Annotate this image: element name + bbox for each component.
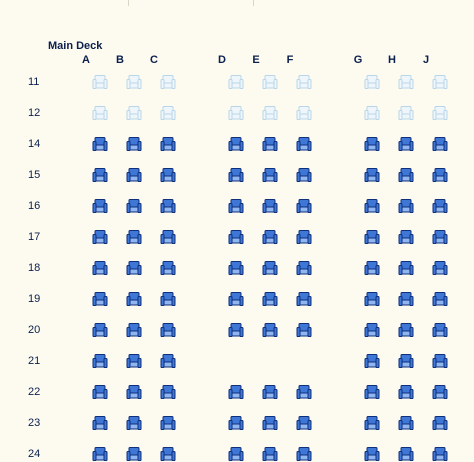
- row-label-16: 16: [28, 200, 41, 212]
- row-label-12: 12: [28, 107, 41, 119]
- seat-icon-11c: [160, 74, 176, 90]
- seat-icon-19j[interactable]: [432, 291, 448, 307]
- seat-icon-15j[interactable]: [432, 167, 448, 183]
- column-label-d: D: [218, 54, 226, 66]
- seat-icon-14d[interactable]: [228, 136, 244, 152]
- seat-icon-22b[interactable]: [126, 384, 142, 400]
- seat-icon-23j[interactable]: [432, 415, 448, 431]
- seat-icon-17c[interactable]: [160, 229, 176, 245]
- seat-icon-22e[interactable]: [262, 384, 278, 400]
- row-label-22: 22: [28, 386, 41, 398]
- seat-icon-18h[interactable]: [398, 260, 414, 276]
- seat-icon-20g[interactable]: [364, 322, 380, 338]
- seat-icon-12a: [92, 105, 108, 121]
- seat-icon-12g: [364, 105, 380, 121]
- seat-icon-12d: [228, 105, 244, 121]
- seat-icon-15a[interactable]: [92, 167, 108, 183]
- seat-icon-14c[interactable]: [160, 136, 176, 152]
- seat-icon-16c[interactable]: [160, 198, 176, 214]
- seat-icon-17h[interactable]: [398, 229, 414, 245]
- top-strip: [0, 0, 474, 8]
- seat-icon-21c[interactable]: [160, 353, 176, 369]
- seat-icon-22d[interactable]: [228, 384, 244, 400]
- seat-icon-18f[interactable]: [296, 260, 312, 276]
- column-label-e: E: [252, 54, 260, 66]
- seat-icon-19a[interactable]: [92, 291, 108, 307]
- seat-icon-11g: [364, 74, 380, 90]
- seat-icon-16f[interactable]: [296, 198, 312, 214]
- row-label-19: 19: [28, 293, 41, 305]
- seat-icon-23a[interactable]: [92, 415, 108, 431]
- seat-icon-17d[interactable]: [228, 229, 244, 245]
- seat-icon-12h: [398, 105, 414, 121]
- seat-icon-24c[interactable]: [160, 446, 176, 462]
- seat-icon-21a[interactable]: [92, 353, 108, 369]
- seat-icon-18d[interactable]: [228, 260, 244, 276]
- seat-icon-20b[interactable]: [126, 322, 142, 338]
- column-label-g: G: [353, 54, 363, 66]
- seat-icon-20c[interactable]: [160, 322, 176, 338]
- seat-icon-18b[interactable]: [126, 260, 142, 276]
- row-label-21: 21: [28, 355, 41, 367]
- seat-icon-14j[interactable]: [432, 136, 448, 152]
- column-label-h: H: [388, 54, 396, 66]
- deck-title: Main Deck: [48, 40, 103, 52]
- seat-icon-16g[interactable]: [364, 198, 380, 214]
- seat-icon-20f[interactable]: [296, 322, 312, 338]
- seat-icon-11j: [432, 74, 448, 90]
- seat-icon-16j[interactable]: [432, 198, 448, 214]
- seat-icon-15d[interactable]: [228, 167, 244, 183]
- seat-icon-11d: [228, 74, 244, 90]
- seat-icon-23b[interactable]: [126, 415, 142, 431]
- row-label-11: 11: [28, 76, 40, 88]
- seat-icon-23c[interactable]: [160, 415, 176, 431]
- seat-icon-19c[interactable]: [160, 291, 176, 307]
- seat-icon-18j[interactable]: [432, 260, 448, 276]
- seat-icon-23f[interactable]: [296, 415, 312, 431]
- seat-icon-24f[interactable]: [296, 446, 312, 462]
- seat-icon-16b[interactable]: [126, 198, 142, 214]
- seat-icon-16a[interactable]: [92, 198, 108, 214]
- seat-icon-19f[interactable]: [296, 291, 312, 307]
- seat-icon-18a[interactable]: [92, 260, 108, 276]
- seat-icon-19g[interactable]: [364, 291, 380, 307]
- seat-icon-17f[interactable]: [296, 229, 312, 245]
- seat-icon-15g[interactable]: [364, 167, 380, 183]
- seat-icon-12j: [432, 105, 448, 121]
- seat-icon-24b[interactable]: [126, 446, 142, 462]
- seat-icon-14a[interactable]: [92, 136, 108, 152]
- seat-icon-14g[interactable]: [364, 136, 380, 152]
- seat-icon-24g[interactable]: [364, 446, 380, 462]
- seat-icon-14e[interactable]: [262, 136, 278, 152]
- seat-icon-22h[interactable]: [398, 384, 414, 400]
- seat-icon-12e: [262, 105, 278, 121]
- seat-icon-20d[interactable]: [228, 322, 244, 338]
- seat-icon-23d[interactable]: [228, 415, 244, 431]
- column-label-b: B: [116, 54, 124, 66]
- seat-icon-23h[interactable]: [398, 415, 414, 431]
- seat-icon-11f: [296, 74, 312, 90]
- seat-icon-24a[interactable]: [92, 446, 108, 462]
- seat-icon-20a[interactable]: [92, 322, 108, 338]
- row-label-18: 18: [28, 262, 41, 274]
- seat-icon-19h[interactable]: [398, 291, 414, 307]
- seat-icon-24e[interactable]: [262, 446, 278, 462]
- seat-icon-24j[interactable]: [432, 446, 448, 462]
- seat-icon-15e[interactable]: [262, 167, 278, 183]
- seat-icon-15h[interactable]: [398, 167, 414, 183]
- column-label-j: J: [422, 54, 430, 66]
- seat-icon-22a[interactable]: [92, 384, 108, 400]
- column-label-c: C: [150, 54, 158, 66]
- seat-icon-19e[interactable]: [262, 291, 278, 307]
- divider: [253, 0, 254, 6]
- column-label-f: F: [286, 54, 294, 66]
- row-label-14: 14: [28, 138, 41, 150]
- seat-icon-21b[interactable]: [126, 353, 142, 369]
- row-label-20: 20: [28, 324, 41, 336]
- seat-icon-11b: [126, 74, 142, 90]
- seat-icon-19b[interactable]: [126, 291, 142, 307]
- seat-icon-20h[interactable]: [398, 322, 414, 338]
- seat-icon-17a[interactable]: [92, 229, 108, 245]
- seat-icon-23e[interactable]: [262, 415, 278, 431]
- seat-icon-18e[interactable]: [262, 260, 278, 276]
- seat-icon-14b[interactable]: [126, 136, 142, 152]
- seat-icon-21j[interactable]: [432, 353, 448, 369]
- seat-icon-17b[interactable]: [126, 229, 142, 245]
- column-label-a: A: [82, 54, 90, 66]
- seat-icon-14h[interactable]: [398, 136, 414, 152]
- seat-icon-23g[interactable]: [364, 415, 380, 431]
- seat-icon-18c[interactable]: [160, 260, 176, 276]
- seat-icon-22g[interactable]: [364, 384, 380, 400]
- seat-icon-14f[interactable]: [296, 136, 312, 152]
- seat-icon-15f[interactable]: [296, 167, 312, 183]
- seat-icon-17g[interactable]: [364, 229, 380, 245]
- seat-icon-15c[interactable]: [160, 167, 176, 183]
- seat-icon-24h[interactable]: [398, 446, 414, 462]
- seat-icon-12c: [160, 105, 176, 121]
- seat-icon-20j[interactable]: [432, 322, 448, 338]
- seat-icon-18g[interactable]: [364, 260, 380, 276]
- seat-icon-20e[interactable]: [262, 322, 278, 338]
- row-label-23: 23: [28, 417, 41, 429]
- seat-icon-11h: [398, 74, 414, 90]
- seat-icon-19d[interactable]: [228, 291, 244, 307]
- seat-icon-11e: [262, 74, 278, 90]
- seat-icon-22f[interactable]: [296, 384, 312, 400]
- divider: [128, 0, 129, 6]
- seat-icon-15b[interactable]: [126, 167, 142, 183]
- seat-icon-17j[interactable]: [432, 229, 448, 245]
- row-label-17: 17: [28, 231, 41, 243]
- seat-icon-22j[interactable]: [432, 384, 448, 400]
- seat-icon-21g[interactable]: [364, 353, 380, 369]
- seat-icon-12f: [296, 105, 312, 121]
- row-label-24: 24: [28, 448, 41, 460]
- seat-icon-12b: [126, 105, 142, 121]
- seat-icon-11a: [92, 74, 108, 90]
- seat-icon-21h[interactable]: [398, 353, 414, 369]
- seat-icon-16h[interactable]: [398, 198, 414, 214]
- seat-icon-16d[interactable]: [228, 198, 244, 214]
- seat-icon-16e[interactable]: [262, 198, 278, 214]
- seat-icon-17e[interactable]: [262, 229, 278, 245]
- seat-icon-22c[interactable]: [160, 384, 176, 400]
- seat-icon-24d[interactable]: [228, 446, 244, 462]
- row-label-15: 15: [28, 169, 41, 181]
